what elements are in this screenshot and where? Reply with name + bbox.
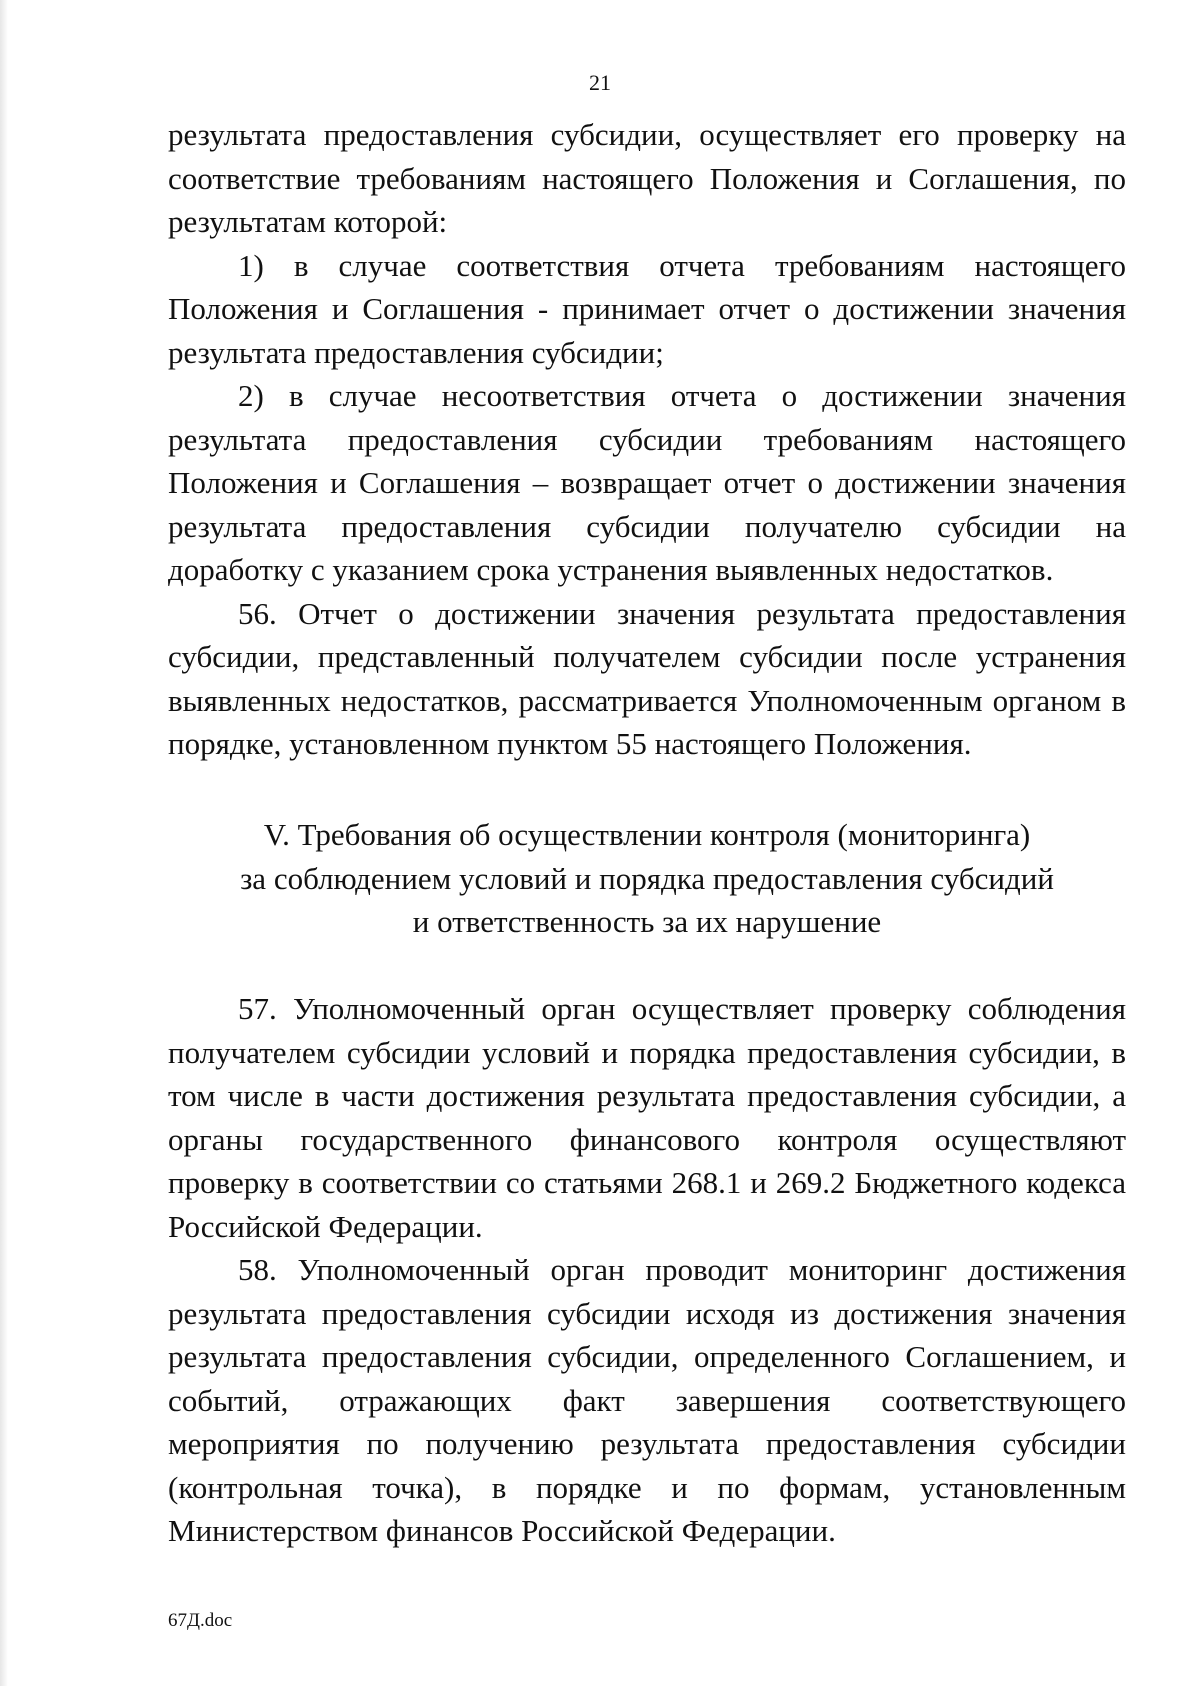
paragraph-item-2: 2) в случае несоответствия отчета о достижении значения результата предоставления субсидии требованиям настоящего Положения и Соглашения – возвращает отчет о достижении значения результата предоставления субсидии получателю субсидии на доработку с указанием срока устранения выявленных недостатков. [168,378,1126,587]
section-heading-line-1: V. Требования об осуществлении контроля (мониторинга) [263,817,1031,852]
paragraph-56: 56. Отчет о достижении значения результата предоставления субсидии, представленный получателем субсидии после устранения выявленных недостатков, рассматривается Уполномоченным органом в порядке, установленном пунктом 55 настоящего Положения. [168,595,1126,761]
footer-file-name: 67Д.doc [168,1610,233,1631]
body-text-bottom [168,987,1126,1553]
scan-edge [0,0,8,1686]
section-heading-line-3: и ответственность за их нарушение [412,904,882,939]
paragraph-57: 57. Уполномоченный орган осуществляет проверку соблюдения получателем субсидии условий и порядка предоставления субсидии, в том числе в части достижения результата предоставления субсидии, а органы государственного финансового контроля осуществляют проверку в соответствии со статьями 268.1 и 269.2 Бюджетного кодекса Российской Федерации. [168,991,1126,1244]
section-heading-line-2: за соблюдением условий и порядка предоставления субсидий [240,860,1054,896]
section-heading [168,813,1126,944]
paragraph-58: 58. Уполномоченный орган проводит мониторинг достижения результата предоставления субсидии исходя из достижения значения результата предоставления субсидии, определенного Соглашением, и событий, отражающих факт завершения соответствующего мероприятия по получению результата предоставления субсидии (контрольная точка), в порядке и по формам, установленным Министерством финансов Российской Федерации. [168,1252,1126,1548]
page-number: 21 [589,70,611,95]
paragraph-item-1: 1) в случае соответствия отчета требованиям настоящего Положения и Соглашения - принимает отчет о достижении значения результата предоставления субсидии; [168,247,1126,370]
body-text-top [168,113,1126,766]
paragraph-continuation: результата предоставления субсидии, осуществляет его проверку на соответствие требованиям настоящего Положения и Соглашения, по результатам которой: [168,117,1126,239]
